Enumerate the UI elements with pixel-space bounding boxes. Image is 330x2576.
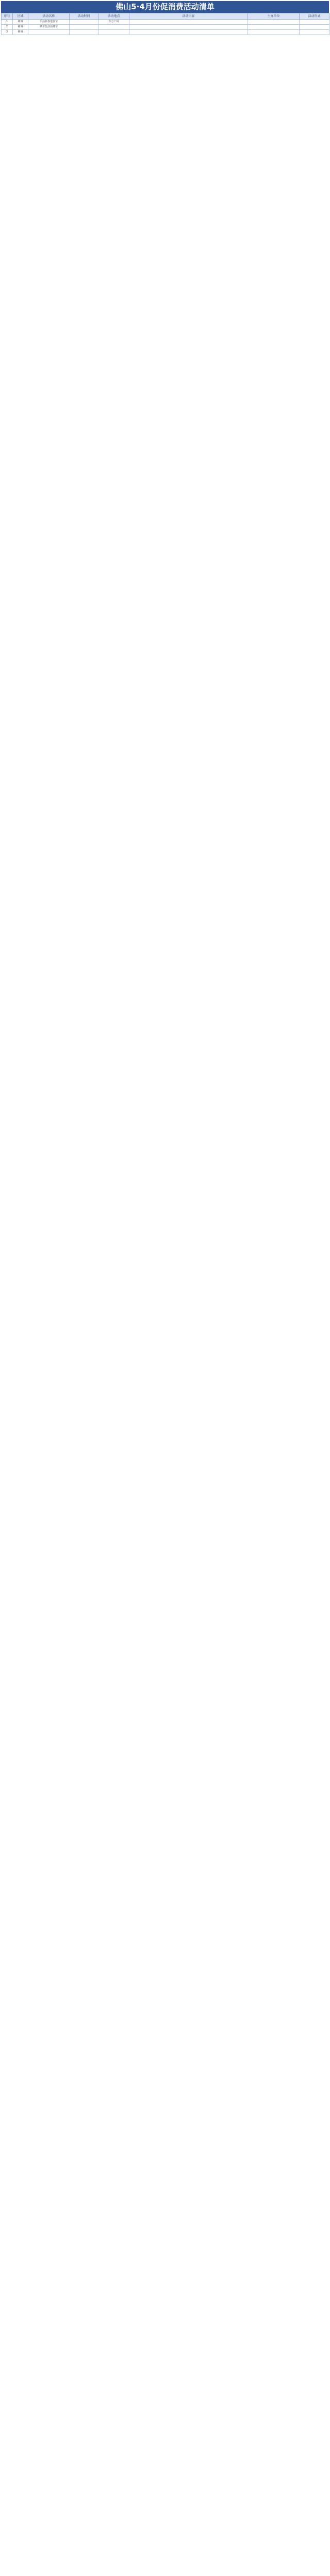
col-header-form: 活动形式 <box>300 13 329 20</box>
col-header-content: 活动内容 <box>129 13 248 20</box>
cell-org <box>248 25 300 30</box>
table-header-row <box>2 13 329 20</box>
cell-name: 城市生活消费节 <box>28 25 70 30</box>
cell-time <box>70 25 98 30</box>
table-row <box>2 30 329 35</box>
col-header-time: 活动时间 <box>70 13 98 20</box>
cell-area: 禅城 <box>13 20 28 25</box>
col-header-name: 活动名称 <box>28 13 70 20</box>
cell-area: 禅城 <box>13 30 28 35</box>
cell-content <box>129 25 248 30</box>
cell-org <box>248 20 300 25</box>
cell-area: 禅城 <box>13 25 28 30</box>
cell-no: 1 <box>2 20 13 25</box>
cell-place <box>98 30 129 35</box>
cell-place <box>98 25 129 30</box>
activity-table <box>1 13 329 35</box>
cell-form <box>300 30 329 35</box>
table-row <box>2 20 329 25</box>
cell-name: 乐活新春电器节 <box>28 20 70 25</box>
cell-form <box>300 20 329 25</box>
cell-name <box>28 30 70 35</box>
col-header-no: 序号 <box>2 13 13 20</box>
cell-time <box>70 20 98 25</box>
cell-time <box>70 30 98 35</box>
cell-content <box>129 30 248 35</box>
page-title: 佛山5·4月份促消费活动清单 <box>1 1 329 13</box>
cell-org <box>248 30 300 35</box>
cell-no: 2 <box>2 25 13 30</box>
cell-no: 3 <box>2 30 13 35</box>
col-header-place: 活动地点 <box>98 13 129 20</box>
col-header-org: 主办单位 <box>248 13 300 20</box>
cell-form <box>300 25 329 30</box>
cell-content <box>129 20 248 25</box>
cell-place: 东方广场 <box>98 20 129 25</box>
col-header-area: 区域 <box>13 13 28 20</box>
table-row <box>2 25 329 30</box>
